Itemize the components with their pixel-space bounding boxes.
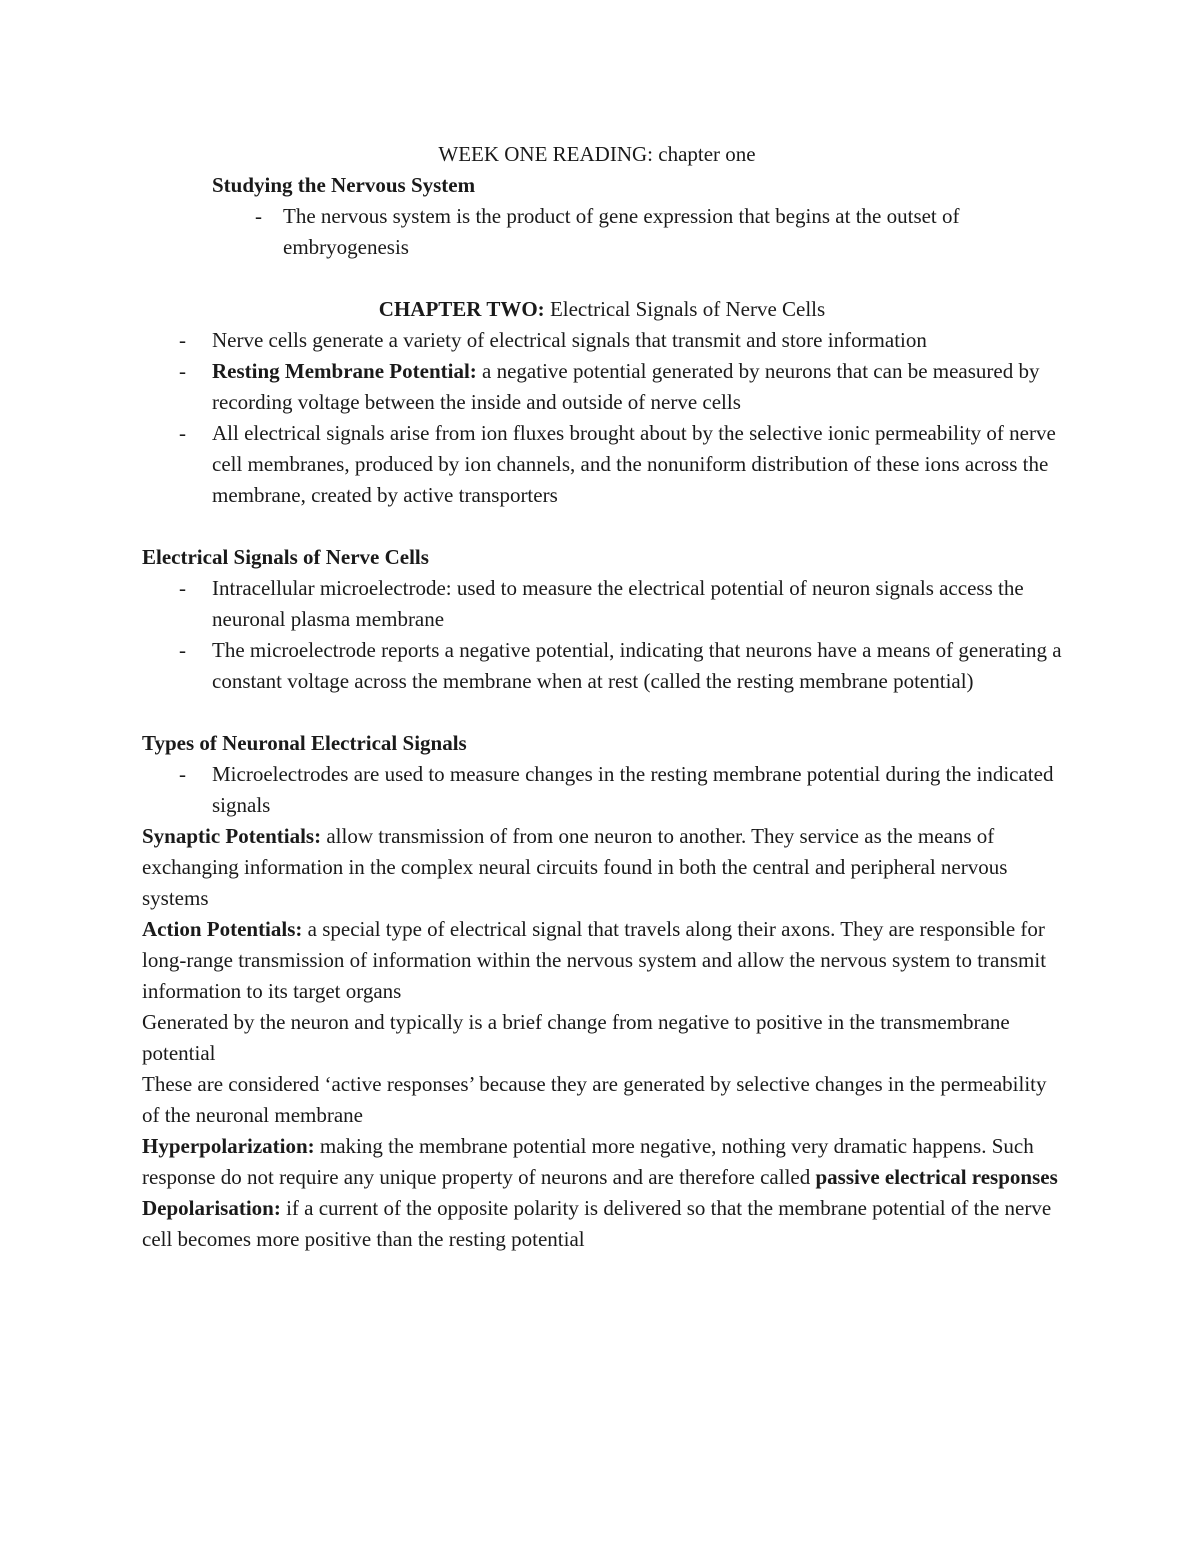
list-item [142,635,1062,697]
paragraph-hyperpolarization [142,1131,1062,1193]
bullet-text: Intracellular microelectrode: used to measure the electrical potential of neuron signals access the neuronal plasma membrane [212,576,1024,631]
paragraph-depolarisation [142,1193,1062,1255]
heading-text: Electrical Signals of Nerve Cells [142,545,429,569]
bullet-text: The nervous system is the product of gene expression that begins at the outset of embryogenesis [283,204,960,259]
term-passive-electrical-responses: passive electrical responses [815,1165,1058,1189]
studying-bullet-list [142,201,1062,263]
chapter-bullet-list [142,325,1062,511]
week-title: WEEK ONE READING: chapter one [438,142,756,166]
paragraph-action-potentials [142,914,1062,1007]
bullet-text: All electrical signals arise from ion fluxes brought about by the selective ionic permeability of nerve cell membranes, produced by ion channels, and the nonuniform distribution of these ions across the membrane, created by active transporters [212,421,1056,507]
paragraph-text: making the membrane potential more negative, nothing very dramatic happens. Such response do not require any unique property of neurons and are therefore called [142,1134,1034,1189]
spacer [142,697,1062,728]
term-action-potentials: Action Potentials: [142,917,303,941]
paragraph-generated: Generated by the neuron and typically is a brief change from negative to positive in the transmembrane potential [142,1010,1010,1065]
bullet-dash: - [179,421,186,445]
heading-text: Types of Neuronal Electrical Signals [142,731,467,755]
section-heading-studying [142,170,1062,201]
spacer [142,511,1062,542]
list-item [142,325,1062,356]
spacer [142,263,1062,294]
section-heading-types [142,728,1062,759]
document-body [142,139,1062,1255]
types-bullet-list [142,759,1062,821]
chapter-title: Electrical Signals of Nerve Cells [544,297,826,321]
chapter-label: CHAPTER TWO: [378,297,545,321]
bullet-text: a negative potential generated by neurons that can be measured by recording voltage between the inside and outside of nerve cells [212,359,1040,414]
bullet-text: Nerve cells generate a variety of electrical signals that transmit and store information [212,328,927,352]
chapter-heading [142,294,1062,325]
list-item [142,573,1062,635]
list-item [142,201,1062,263]
term-synaptic-potentials: Synaptic Potentials: [142,824,322,848]
paragraph-text: a special type of electrical signal that travels along their axons. They are responsible for long-range transmission of information within the nervous system and allow the nervous system to transmit information to its target organs [142,917,1047,1003]
heading-text: Studying the Nervous System [212,173,476,197]
bullet-dash: - [255,204,262,228]
paragraph-text: allow transmission of from one neuron to another. They service as the means of exchanging information in the complex neural circuits found in both the central and peripheral nervous systems [142,824,1008,910]
section-heading-electrical-signals [142,542,1062,573]
bullet-text: The microelectrode reports a negative potential, indicating that neurons have a means of generating a constant voltage across the membrane when at rest (called the resting membrane potential) [212,638,1062,693]
bullet-dash: - [179,576,186,600]
paragraph-synaptic-potentials [142,821,1062,914]
bullet-dash: - [179,328,186,352]
bullet-dash: - [179,762,186,786]
list-item [142,356,1062,418]
term-hyperpolarization: Hyperpolarization: [142,1134,315,1158]
paragraph-active-responses: These are considered ‘active responses’ because they are generated by selective changes in the permeability of the neuronal membrane [142,1072,1047,1127]
term-depolarisation: Depolarisation: [142,1196,281,1220]
bullet-dash: - [179,359,186,383]
bullet-dash: - [179,638,186,662]
electrical-bullet-list [142,573,1062,697]
term-resting-membrane-potential: Resting Membrane Potential: [212,359,477,383]
list-item [142,418,1062,511]
paragraph-text: if a current of the opposite polarity is delivered so that the membrane potential of the nerve cell becomes more positive than the resting potential [142,1196,1052,1251]
list-item [142,759,1062,821]
bullet-text: Microelectrodes are used to measure changes in the resting membrane potential during the indicated signals [212,762,1054,817]
